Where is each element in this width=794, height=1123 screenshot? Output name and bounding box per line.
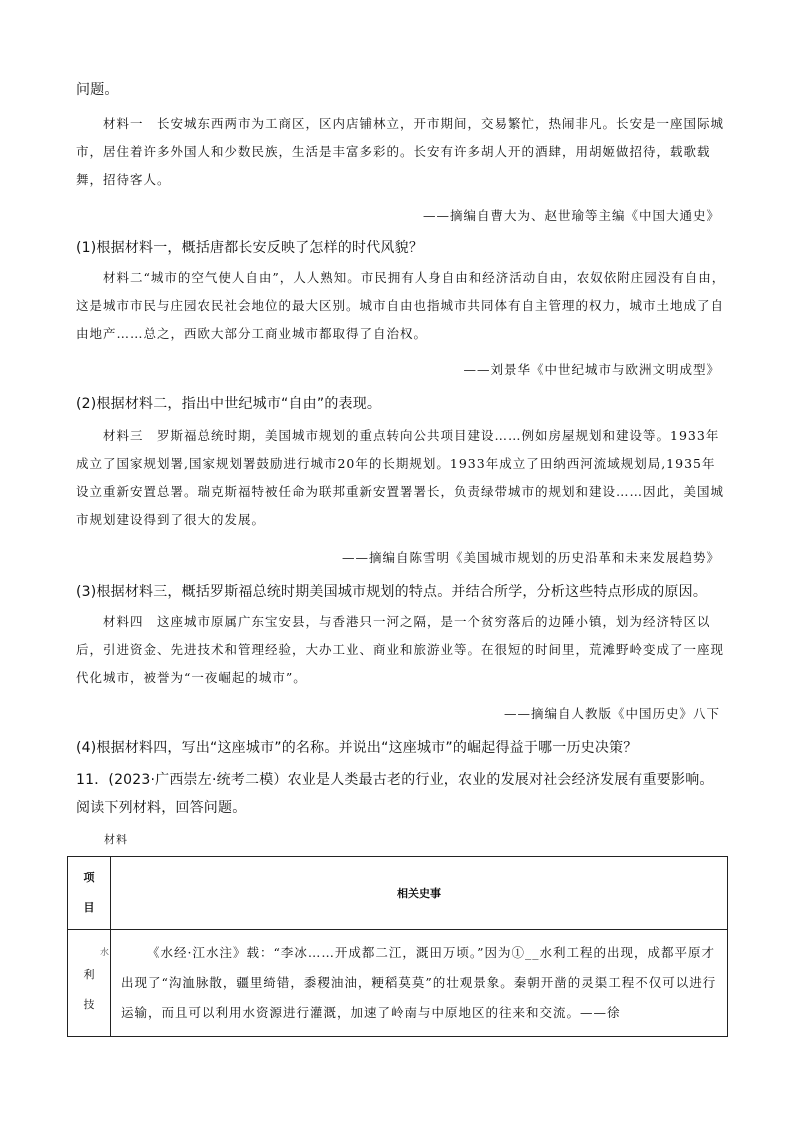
material-table	[67, 856, 728, 1037]
material-four-source: ——摘编自人教版《中国历史》八下	[503, 706, 720, 721]
question-2: (2)根据材料二，指出中世纪城市“自由”的表现。	[76, 396, 382, 412]
material-four: 材料四 这座城市原属广东宝安县，与香港只一河之隔，是一个贫穷落后的边陲小镇，划为经济特区以后，引进资金、先进技术和管理经验，大办工业、商业和旅游业等。在很短的时间里，荒滩野岭变成了一座现代化城市，被誉为“一夜崛起的城市”。	[76, 614, 725, 685]
material-two-source: ——刘景华《中世纪城市与欧洲文明成型》	[463, 362, 720, 377]
material-one-source: ——摘编自曹大为、赵世瑜等主编《中国大通史》	[422, 208, 720, 223]
row-history-cell: 《水经·江水注》载：“李冰……开成都二江，溉田万顷。”因为①__水利工程的出现，成都平原才出现了“沟洫脉散，疆里绮错，黍稷油油，粳稻莫莫”的壮观景象。秦朝开凿的灵渠工程不仅可以进行运输，而且可以利用水资源进行灌溉，加速了岭南与中原地区的往来和交流。——徐	[111, 930, 728, 1037]
table-row	[68, 930, 728, 1037]
top-line: 问题。	[76, 82, 119, 98]
table-header-row	[68, 857, 728, 930]
header-item-cell	[68, 857, 111, 930]
row-item-char-1: 水	[99, 948, 109, 958]
material-one: 材料一 长安城东西两市为工商区，区内店铺林立，开市期间，交易繁忙，热闹非凡。长安是一座国际城市，居住着许多外国人和少数民族，生活是丰富多彩的。长安有许多胡人开的酒肆，用胡姬做招待，载歌载舞，招待客人。	[76, 116, 725, 187]
material-label: 材料	[104, 833, 128, 846]
material-three-source: ——摘编自陈雪明《美国城市规划的历史沿革和未来发展趋势》	[341, 550, 720, 565]
material-three: 材料三 罗斯福总统时期，美国城市规划的重点转向公共项目建设……例如房屋规划和建设等。1933年成立了国家规划署,国家规划署鼓励进行城市20年的长期规划。1933年成立了田纳西河流域规划局,1935年设立重新安置总署。瑞克斯福特被任命为联邦重新安置署署长，负责绿带城市的规划和建设……因此，美国城市规划建设得到了很大的发展。	[76, 428, 725, 527]
row-item-cell	[68, 930, 111, 1037]
row-item-char-2: 利	[83, 968, 95, 981]
header-item-char-2: 目	[83, 901, 95, 914]
row-item-char-3: 技	[83, 998, 95, 1011]
header-history-cell: 相关史事	[111, 857, 728, 930]
header-item-char-1: 项	[83, 871, 95, 884]
question-3: (3)根据材料三，概括罗斯福总统时期美国城市规划的特点。并结合所学，分析这些特点形成的原因。	[76, 584, 708, 600]
question-11: 11．(2023·广西崇左·统考二模）农业是人类最古老的行业，农业的发展对社会经济发展有重要影响。阅读下列材料，回答问题。	[76, 772, 714, 816]
question-1: (1)根据材料一，概括唐都长安反映了怎样的时代风貌？	[76, 240, 424, 256]
question-4: (4)根据材料四，写出“这座城市”的名称。并说出“这座城市”的崛起得益于哪一历史决策？	[76, 740, 638, 756]
material-two: 材料二“城市的空气使人自由”，人人熟知。市民拥有人身自由和经济活动自由，农奴依附庄园没有自由，这是城市市民与庄园农民社会地位的最大区别。城市自由也指城市共同体有自主管理的权力，城市土地成了自由地产……总之，西欧大部分工商业城市都取得了自治权。	[76, 270, 726, 341]
